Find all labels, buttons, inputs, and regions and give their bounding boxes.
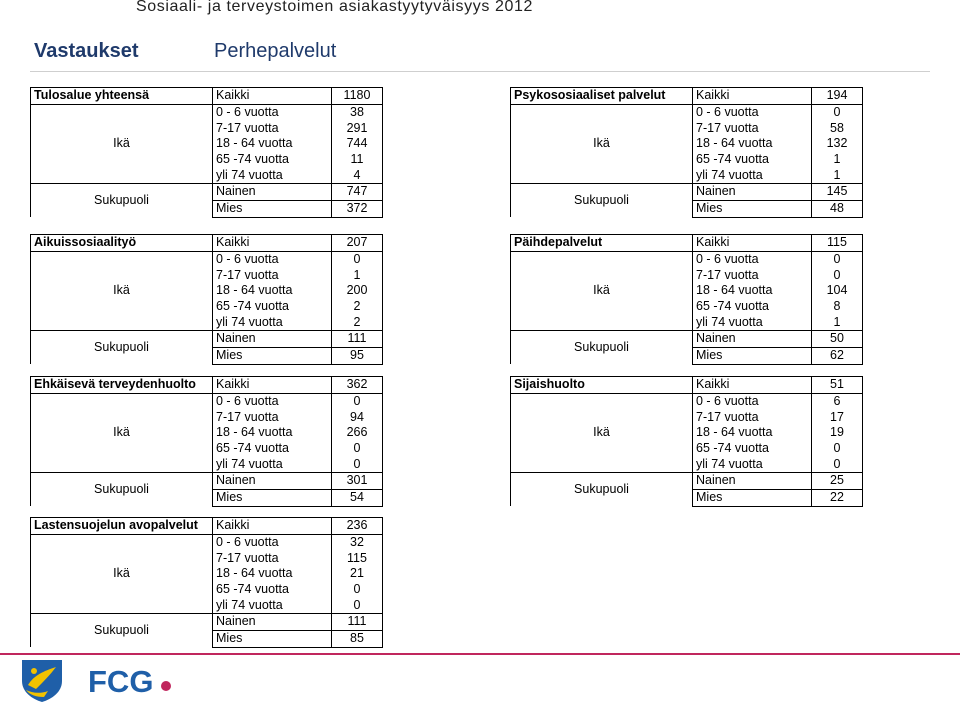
- table-row-female: [511, 184, 863, 201]
- row-label: yli 74 vuotta: [693, 456, 812, 472]
- section-heading-responses: Vastaukset: [34, 40, 139, 62]
- table-title: Ehkäisevä terveydenhuolto: [31, 377, 213, 394]
- table-row-female: [31, 473, 383, 490]
- row-value: 747: [332, 184, 383, 201]
- row-label: yli 74 vuotta: [693, 167, 812, 183]
- row-value: 111: [332, 614, 383, 631]
- age-group-label: Ikä: [31, 104, 213, 183]
- row-value: 0: [812, 456, 863, 472]
- row-label: 18 - 64 vuotta: [213, 566, 332, 582]
- row-label: Nainen: [693, 184, 812, 201]
- table-row-all: [511, 88, 863, 105]
- row-label: Kaikki: [693, 377, 812, 394]
- row-label: 0 - 6 vuotta: [693, 393, 812, 409]
- row-value: 8: [812, 299, 863, 315]
- row-value: 115: [332, 550, 383, 566]
- row-label: Nainen: [213, 473, 332, 490]
- row-value: 372: [332, 200, 383, 217]
- row-value: 50: [812, 331, 863, 348]
- table-title: Lastensuojelun avopalvelut: [31, 518, 213, 535]
- stats-table-foster-care: [510, 376, 863, 507]
- row-value: 94: [332, 409, 383, 425]
- section-heading-service: Perhepalvelut: [214, 40, 337, 62]
- stats-table-total: [30, 87, 383, 218]
- row-label: Nainen: [213, 184, 332, 201]
- row-label: Kaikki: [213, 88, 332, 105]
- row-value: 744: [332, 136, 383, 152]
- gender-group-label: Sukupuoli: [511, 184, 693, 217]
- fcg-logo-text: FCG: [88, 664, 154, 699]
- row-label: Nainen: [213, 331, 332, 348]
- table-row-all: [31, 235, 383, 252]
- row-label: Mies: [213, 200, 332, 217]
- row-label: 7-17 vuotta: [213, 267, 332, 283]
- row-value: 0: [812, 441, 863, 457]
- row-value: 21: [332, 566, 383, 582]
- footer-divider: [0, 653, 960, 655]
- row-value: 0: [812, 267, 863, 283]
- row-value: 19: [812, 425, 863, 441]
- row-value: 1: [332, 267, 383, 283]
- age-group-label: Ikä: [511, 393, 693, 472]
- row-value: 85: [332, 630, 383, 647]
- row-value: 104: [812, 283, 863, 299]
- row-label: 65 -74 vuotta: [693, 299, 812, 315]
- table-title: Psykososiaaliset palvelut: [511, 88, 693, 105]
- row-value: 22: [812, 489, 863, 506]
- row-value: 48: [812, 200, 863, 217]
- row-value: 32: [332, 534, 383, 550]
- row-value: 0: [332, 251, 383, 267]
- stats-table-preventive-health: [30, 376, 383, 507]
- row-label: Mies: [213, 489, 332, 506]
- row-label: 65 -74 vuotta: [213, 441, 332, 457]
- row-value: 0: [812, 251, 863, 267]
- row-label: 7-17 vuotta: [693, 120, 812, 136]
- row-label: Mies: [693, 489, 812, 506]
- row-value: 1: [812, 314, 863, 330]
- row-value: 51: [812, 377, 863, 394]
- stats-table-adult-social-work: [30, 234, 383, 365]
- row-value: 1: [812, 167, 863, 183]
- row-value: 0: [332, 582, 383, 598]
- row-label: 7-17 vuotta: [213, 409, 332, 425]
- row-value: 362: [332, 377, 383, 394]
- gender-group-label: Sukupuoli: [31, 331, 213, 364]
- row-value: 111: [332, 331, 383, 348]
- row-value: 1: [812, 152, 863, 168]
- row-label: 7-17 vuotta: [693, 409, 812, 425]
- table-title: Päihdepalvelut: [511, 235, 693, 252]
- row-label: Kaikki: [693, 235, 812, 252]
- row-label: 0 - 6 vuotta: [213, 534, 332, 550]
- gender-group-label: Sukupuoli: [511, 473, 693, 506]
- heading-divider: [30, 71, 930, 72]
- table-row-all: [511, 235, 863, 252]
- document-title: Sosiaali- ja terveystoimen asiakastyytyväisyys 2012: [136, 0, 533, 15]
- row-value: 0: [332, 441, 383, 457]
- age-group-label: Ikä: [511, 104, 693, 183]
- row-value: 115: [812, 235, 863, 252]
- row-label: 18 - 64 vuotta: [213, 283, 332, 299]
- row-value: 58: [812, 120, 863, 136]
- row-label: Nainen: [213, 614, 332, 631]
- row-label: Kaikki: [213, 377, 332, 394]
- table-row-age-0-6: [31, 251, 383, 267]
- row-label: 18 - 64 vuotta: [693, 136, 812, 152]
- table-row-female: [31, 614, 383, 631]
- row-value: 2: [332, 299, 383, 315]
- row-value: 291: [332, 120, 383, 136]
- table-row-all: [31, 377, 383, 394]
- row-value: 266: [332, 425, 383, 441]
- stats-table-substance-services: [510, 234, 863, 365]
- row-label: 0 - 6 vuotta: [693, 251, 812, 267]
- row-label: Nainen: [693, 473, 812, 490]
- row-label: 18 - 64 vuotta: [693, 425, 812, 441]
- table-row-all: [31, 518, 383, 535]
- age-group-label: Ikä: [31, 251, 213, 330]
- fcg-logo: [88, 657, 178, 703]
- row-label: Mies: [693, 200, 812, 217]
- row-label: Mies: [213, 630, 332, 647]
- gender-group-label: Sukupuoli: [31, 614, 213, 647]
- age-group-label: Ikä: [511, 251, 693, 330]
- row-label: 7-17 vuotta: [693, 267, 812, 283]
- table-row-age-0-6: [511, 104, 863, 120]
- table-row-age-0-6: [31, 393, 383, 409]
- row-value: 0: [332, 393, 383, 409]
- row-value: 301: [332, 473, 383, 490]
- row-label: yli 74 vuotta: [213, 167, 332, 183]
- table-row-age-0-6: [31, 104, 383, 120]
- gender-group-label: Sukupuoli: [31, 473, 213, 506]
- table-title: Aikuissosiaalityö: [31, 235, 213, 252]
- row-value: 2: [332, 314, 383, 330]
- row-value: 17: [812, 409, 863, 425]
- row-label: 65 -74 vuotta: [693, 152, 812, 168]
- row-label: 7-17 vuotta: [213, 120, 332, 136]
- row-value: 54: [332, 489, 383, 506]
- row-value: 194: [812, 88, 863, 105]
- row-label: yli 74 vuotta: [213, 314, 332, 330]
- table-row-age-0-6: [511, 251, 863, 267]
- table-row-age-0-6: [31, 534, 383, 550]
- coat-of-arms-logo: [18, 657, 66, 703]
- table-title: Tulosalue yhteensä: [31, 88, 213, 105]
- row-label: Mies: [213, 347, 332, 364]
- row-value: 207: [332, 235, 383, 252]
- row-label: yli 74 vuotta: [693, 314, 812, 330]
- row-value: 11: [332, 152, 383, 168]
- row-value: 95: [332, 347, 383, 364]
- table-row-female: [31, 331, 383, 348]
- row-label: Mies: [693, 347, 812, 364]
- row-value: 0: [332, 456, 383, 472]
- row-label: 0 - 6 vuotta: [213, 104, 332, 120]
- row-label: 65 -74 vuotta: [693, 441, 812, 457]
- row-value: 1180: [332, 88, 383, 105]
- row-label: Nainen: [693, 331, 812, 348]
- table-row-all: [511, 377, 863, 394]
- row-label: 0 - 6 vuotta: [693, 104, 812, 120]
- row-label: 65 -74 vuotta: [213, 299, 332, 315]
- row-value: 62: [812, 347, 863, 364]
- gender-group-label: Sukupuoli: [31, 184, 213, 217]
- table-row-female: [511, 331, 863, 348]
- row-label: 7-17 vuotta: [213, 550, 332, 566]
- row-label: 18 - 64 vuotta: [213, 425, 332, 441]
- row-label: 18 - 64 vuotta: [693, 283, 812, 299]
- row-label: Kaikki: [213, 235, 332, 252]
- row-value: 4: [332, 167, 383, 183]
- row-value: 25: [812, 473, 863, 490]
- table-row-female: [31, 184, 383, 201]
- row-value: 145: [812, 184, 863, 201]
- table-title: Sijaishuolto: [511, 377, 693, 394]
- row-label: 65 -74 vuotta: [213, 582, 332, 598]
- table-row-age-0-6: [511, 393, 863, 409]
- age-group-label: Ikä: [31, 393, 213, 472]
- row-value: 38: [332, 104, 383, 120]
- row-label: 0 - 6 vuotta: [213, 251, 332, 267]
- age-group-label: Ikä: [31, 534, 213, 613]
- row-value: 132: [812, 136, 863, 152]
- row-value: 0: [812, 104, 863, 120]
- row-value: 236: [332, 518, 383, 535]
- table-row-female: [511, 473, 863, 490]
- table-row-all: [31, 88, 383, 105]
- row-label: yli 74 vuotta: [213, 597, 332, 613]
- stats-table-psychosocial: [510, 87, 863, 218]
- stats-table-child-welfare: [30, 517, 383, 648]
- row-label: 18 - 64 vuotta: [213, 136, 332, 152]
- row-label: yli 74 vuotta: [213, 456, 332, 472]
- row-label: 0 - 6 vuotta: [213, 393, 332, 409]
- gender-group-label: Sukupuoli: [511, 331, 693, 364]
- row-label: 65 -74 vuotta: [213, 152, 332, 168]
- row-value: 0: [332, 597, 383, 613]
- fcg-logo-dot: [161, 681, 171, 691]
- row-value: 6: [812, 393, 863, 409]
- row-value: 200: [332, 283, 383, 299]
- row-label: Kaikki: [213, 518, 332, 535]
- row-label: Kaikki: [693, 88, 812, 105]
